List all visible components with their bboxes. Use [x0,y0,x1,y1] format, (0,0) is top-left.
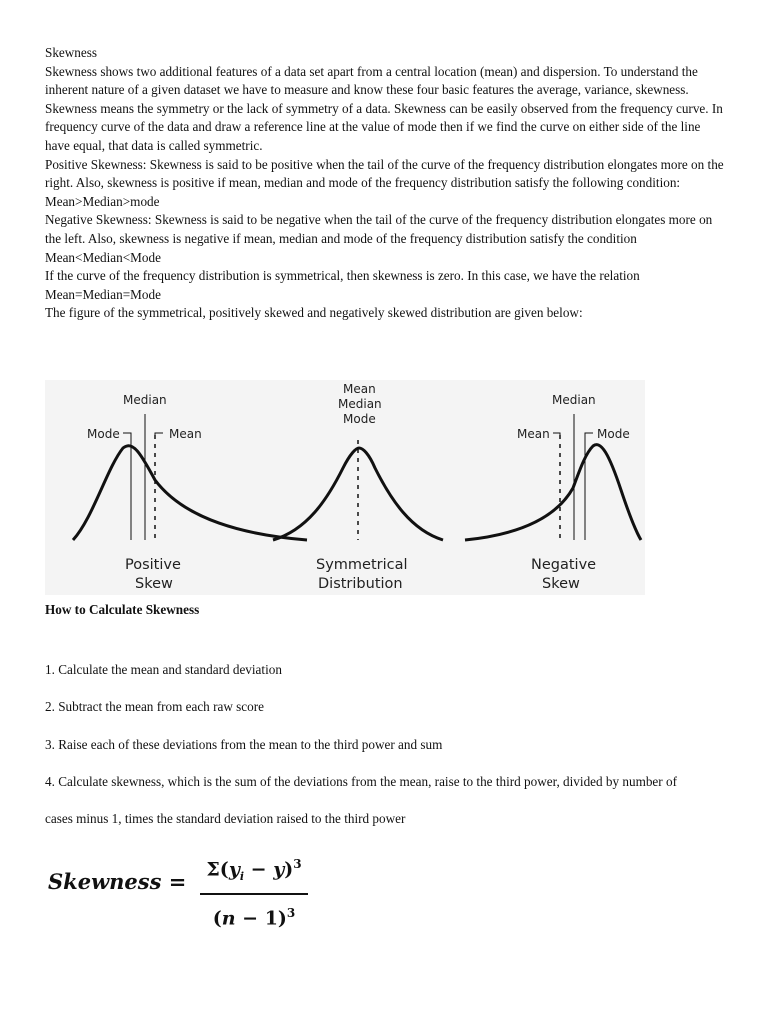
positive-mode-tick [123,433,131,438]
negative-mean-tick [553,433,560,438]
calc-step-3: 3. Raise each of these deviations from the mean to the third power and sum [45,737,443,752]
symmetrical-caption-2: Distribution [318,576,403,592]
skewness-formula [48,852,348,929]
intro-text [45,44,725,323]
relation-symmetric: Mean=Median=Mode [45,286,161,302]
doc-title: Skewness [45,45,98,60]
calc-step-1: 1. Calculate the mean and standard deviation [45,662,282,677]
calc-heading: How to Calculate Skewness [45,602,200,617]
positive-skew-diagram [73,393,307,592]
symmetrical-label-mode: Mode [343,412,376,426]
calc-step-2: 2. Subtract the mean from each raw score [45,699,264,714]
calc-step-4-continued: cases minus 1, times the standard deviation raised to the third power [45,811,406,826]
positive-skew-curve [73,446,307,540]
negative-caption-2: Skew [542,576,580,592]
paragraph-zero-skew: If the curve of the frequency distribution is symmetrical, then skewness is zero. In this case, we have the relation [45,268,640,284]
paragraph-figure-intro: The figure of the symmetrical, positively skewed and negatively skewed distribution are given below: [45,305,583,321]
positive-mean-tick [155,433,163,438]
formula-denominator: $(n - 1)^3$ [212,905,296,929]
negative-mode-tick [585,433,593,438]
formula-fraction-bar [200,893,308,895]
symmetrical-label-median: Median [338,397,382,411]
paragraph-definition: Skewness shows two additional features of a data set apart from a central location (mean) and dispersion. To understand the inherent nature of a given dataset we have to measure and know these four basic features the average, variance, skewness. [45,63,698,98]
paragraph-symmetry: Skewness means the symmetry or the lack of symmetry of a data. Skewness can be easily observed from the frequency curve. In frequency curve of the data and draw a reference line at the value of mode then if we find the curve on either side of the line have equal, that data is called symmetric. [45,100,723,153]
symmetrical-label-mean: Mean [343,382,376,396]
formula-numerator: $\Sigma(y_i - y)^3$ [206,857,302,884]
positive-caption-2: Skew [135,576,173,592]
positive-caption-1: Positive [125,557,181,573]
symmetrical-diagram [273,382,443,592]
paragraph-positive-skew: Positive Skewness: Skewness is said to be positive when the tail of the curve of the frequency distribution elongates more on the right. Also, skewness is positive if mean, median and mode of the frequency distribution satisfy the following condition: [45,156,724,191]
paragraph-negative-skew: Negative Skewness: Skewness is said to be negative when the tail of the curve of the frequency distribution elongates more on the left. Also, skewness is negative if mean, median and mode of the frequency distribution satisfy the condition [45,212,713,246]
skewness-figure [45,380,645,595]
positive-mean-label: Mean [169,427,202,441]
relation-positive: Mean>Median>mode [45,193,160,209]
negative-skew-curve [465,445,641,540]
negative-median-label: Median [552,393,596,407]
formula-lhs: Skewness = [48,869,187,894]
negative-mode-label: Mode [597,427,630,441]
relation-negative: Mean<Median<Mode [45,249,161,265]
negative-mean-label: Mean [517,427,550,441]
negative-caption-1: Negative [531,557,597,573]
calc-step-4: 4. Calculate skewness, which is the sum of the deviations from the mean, raise to the third power, divided by number of [45,774,677,789]
formula-fraction [200,852,308,930]
symmetrical-caption-1: Symmetrical [316,557,408,573]
positive-median-label: Median [123,393,167,407]
positive-mode-label: Mode [87,427,120,441]
negative-skew-diagram [465,393,641,592]
